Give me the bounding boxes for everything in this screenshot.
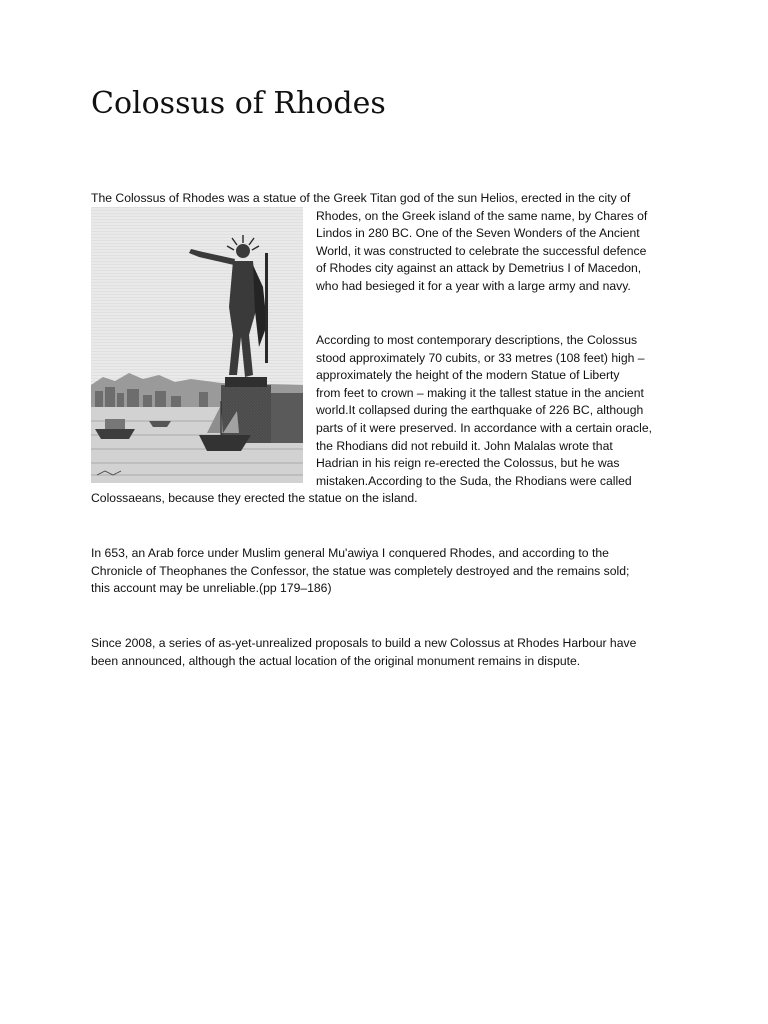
paragraph-line: Since 2008, a series of as-yet-unrealized proposals to build a new Colossus at Rhodes Harbour have: [91, 636, 637, 650]
paragraph-line: mistaken.According to the Suda, the Rhodians were called: [316, 473, 632, 488]
paragraph-line: the Rhodians did not rebuild it. John Malalas wrote that: [316, 438, 613, 453]
paragraph-line: world.It collapsed during the earthquake of 226 BC, although: [316, 403, 644, 418]
page-title: Colossus of Rhodes: [91, 86, 386, 121]
paragraph-line: been announced, although the actual location of the original monument remains in dispute.: [91, 653, 581, 668]
paragraph-line: Chronicle of Theophanes the Confessor, the statue was completely destroyed and the remains sold;: [91, 563, 630, 578]
paragraph-line: Lindos in 280 BC. One of the Seven Wonders of the Ancient: [316, 226, 640, 241]
paragraph-line: approximately the height of the modern Statue of Liberty: [316, 368, 620, 383]
paragraph-height: [91, 332, 681, 508]
paragraph-intro: [91, 190, 681, 296]
paragraph-line: this account may be unreliable.(pp 179–186): [91, 581, 332, 596]
paragraph-line: The Colossus of Rhodes was a statue of the Greek Titan god of the sun Helios, erected in the city of: [91, 191, 631, 205]
paragraph-line: In 653, an Arab force under Muslim general Mu'awiya I conquered Rhodes, and according to the: [91, 546, 609, 560]
paragraph-line: stood approximately 70 cubits, or 33 metres (108 feet) high –: [316, 350, 645, 365]
paragraph-line: Rhodes, on the Greek island of the same name, by Chares of: [316, 208, 648, 223]
paragraph-line: According to most contemporary descriptions, the Colossus: [316, 333, 638, 347]
paragraph-line: Colossaeans, because they erected the statue on the island.: [91, 491, 418, 506]
paragraph-line: parts of it were preserved. In accordance with a certain oracle,: [316, 420, 652, 435]
paragraph-line: of Rhodes city against an attack by Demetrius I of Macedon,: [316, 261, 642, 276]
paragraph-line: Hadrian in his reign re-erected the Colossus, but he was: [316, 456, 620, 471]
paragraph-proposals: [91, 635, 681, 670]
paragraph-line: World, it was constructed to celebrate the successful defence: [316, 243, 647, 258]
paragraph-destruction: [91, 545, 681, 598]
paragraph-line: from feet to crown – making it the tallest statue in the ancient: [316, 385, 644, 400]
paragraph-line: who had besieged it for a year with a large army and navy.: [316, 278, 631, 293]
